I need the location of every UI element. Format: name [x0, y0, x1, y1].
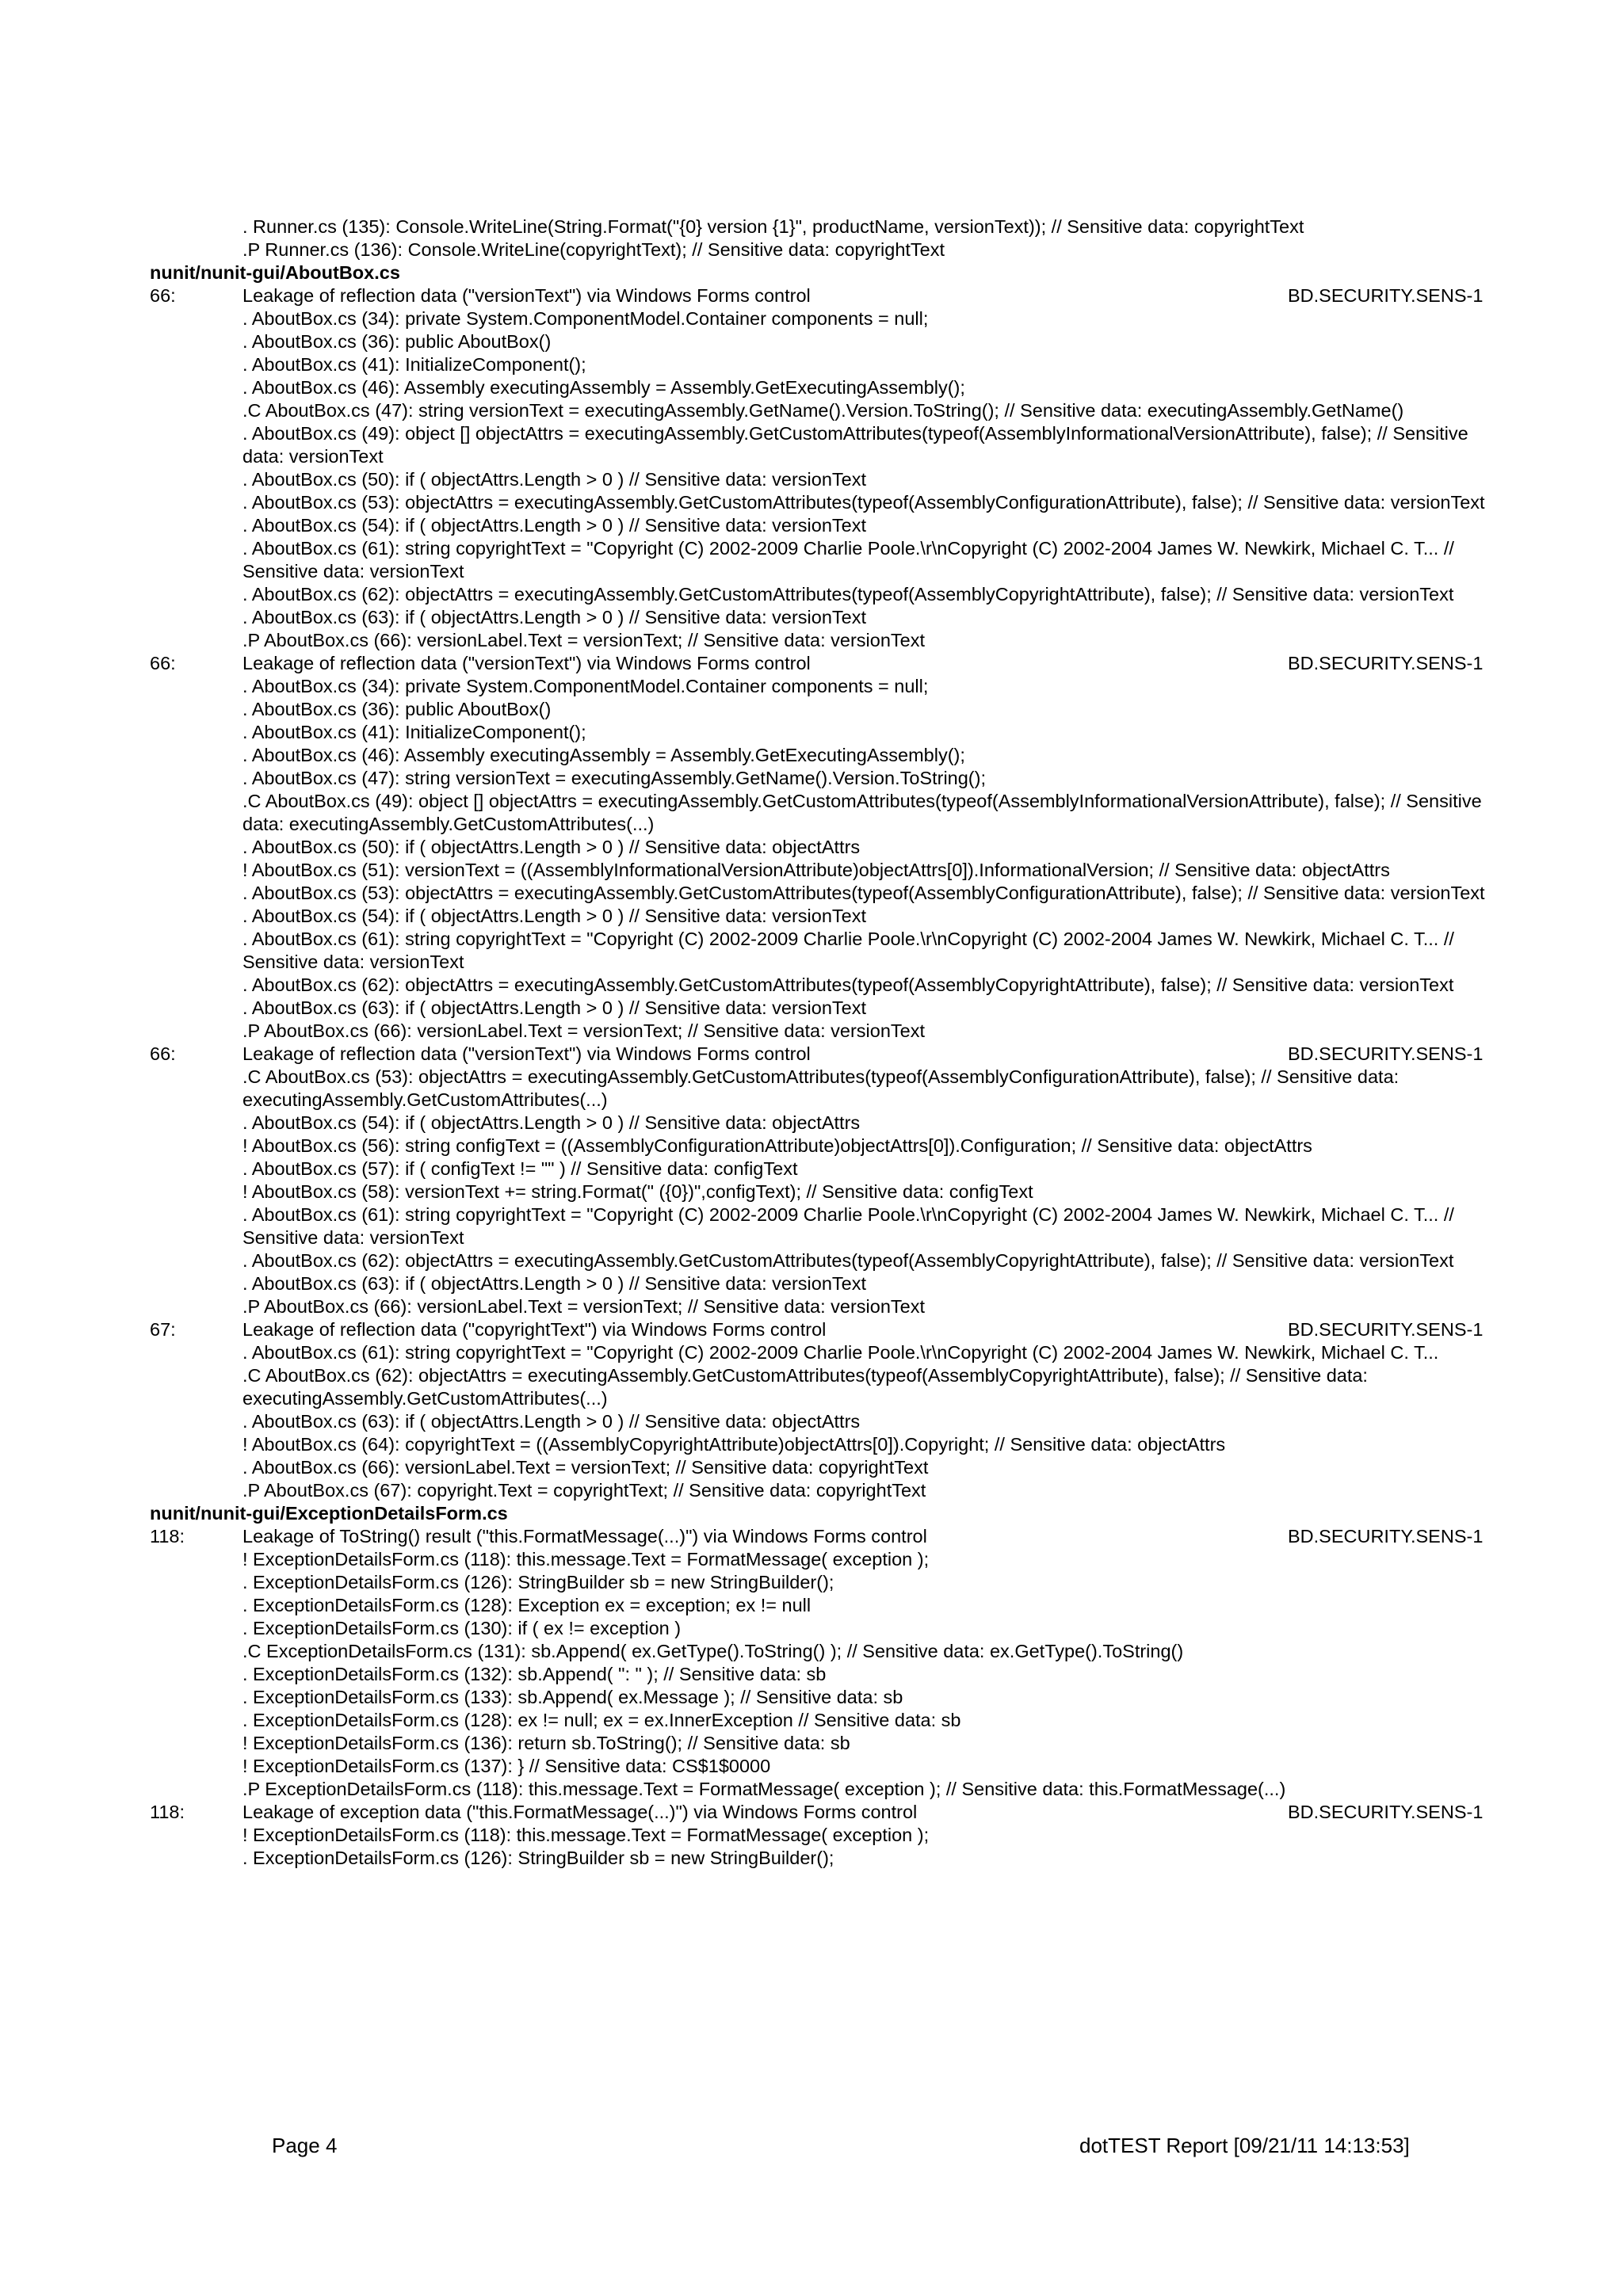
trace-line: .P AboutBox.cs (66): versionLabel.Text = versionText; // Sensitive data: versionText — [242, 1296, 926, 1317]
trace-line: . AboutBox.cs (66): versionLabel.Text = versionText; // Sensitive data: copyrightText — [242, 1457, 929, 1478]
trace-line: .P AboutBox.cs (67): copyright.Text = copyrightText; // Sensitive data: copyrightText — [242, 1480, 926, 1501]
violation-line-number: 67: — [150, 1319, 176, 1340]
trace-line: . AboutBox.cs (47): string versionText = executingAssembly.GetName().Version.ToString(); — [242, 768, 986, 788]
violation-message: Leakage of exception data ("this.FormatMessage(...)") via Windows Forms control — [242, 1802, 918, 1822]
violation-message: Leakage of ToString() result ("this.FormatMessage(...)") via Windows Forms control — [242, 1526, 927, 1547]
report-title-timestamp: dotTEST Report [09/21/11 14:13:53] — [1079, 2134, 1410, 2157]
trace-line: . AboutBox.cs (53): objectAttrs = executingAssembly.GetCustomAttributes(typeof(AssemblyConfigurationAttribute), false); // Sensitive data: versionText — [242, 883, 1485, 903]
page-number: Page 4 — [272, 2134, 338, 2157]
trace-line: . AboutBox.cs (62): objectAttrs = executingAssembly.GetCustomAttributes(typeof(AssemblyCopyrightAttribute), false); // Sensitive data: versionText — [242, 974, 1454, 995]
violation-line-number: 66: — [150, 1043, 176, 1064]
trace-line: . AboutBox.cs (34): private System.ComponentModel.Container components = null; — [242, 676, 929, 696]
trace-line: .P AboutBox.cs (66): versionLabel.Text = versionText; // Sensitive data: versionText — [242, 630, 926, 650]
trace-line: . AboutBox.cs (36): public AboutBox() — [242, 699, 552, 719]
trace-line: ! AboutBox.cs (64): copyrightText = ((AssemblyCopyrightAttribute)objectAttrs[0]).Copyright; // Sensitive data: objectAttrs — [242, 1434, 1226, 1455]
trace-line: . AboutBox.cs (36): public AboutBox() — [242, 331, 552, 352]
trace-line: ! AboutBox.cs (56): string configText = ((AssemblyConfigurationAttribute)objectAttrs[0]).Configuration; // Sensitive data: objectAttrs — [242, 1135, 1312, 1156]
rule-id: BD.SECURITY.SENS-1 — [1288, 1043, 1484, 1064]
trace-line: . ExceptionDetailsForm.cs (126): StringBuilder sb = new StringBuilder(); — [242, 1572, 834, 1592]
trace-line: . ExceptionDetailsForm.cs (130): if ( ex != exception ) — [242, 1618, 682, 1638]
violation-header — [0, 1043, 1623, 1066]
trace-line: . AboutBox.cs (62): objectAttrs = executingAssembly.GetCustomAttributes(typeof(AssemblyCopyrightAttribute), false); // Sensitive data: versionText — [242, 1250, 1454, 1271]
trace-line: . AboutBox.cs (62): objectAttrs = executingAssembly.GetCustomAttributes(typeof(AssemblyCopyrightAttribute), false); // Sensitive data: versionText — [242, 584, 1454, 605]
violation-message: Leakage of reflection data ("versionText") via Windows Forms control — [242, 285, 811, 306]
trace-line: . AboutBox.cs (63): if ( objectAttrs.Length > 0 ) // Sensitive data: versionText — [242, 997, 866, 1018]
trace-line: . AboutBox.cs (61): string copyrightText = "Copyright (C) 2002-2009 Charlie Poole.\r\nCopyright (C) 2002-2004 James W. Newkirk, Michael C. T... // Sensitive data: versionText — [242, 538, 1454, 582]
trace-line: .P AboutBox.cs (66): versionLabel.Text = versionText; // Sensitive data: versionText — [242, 1020, 926, 1041]
trace-line: . AboutBox.cs (34): private System.ComponentModel.Container components = null; — [242, 308, 929, 329]
violation-message: Leakage of reflection data ("copyrightText") via Windows Forms control — [242, 1319, 827, 1340]
trace-line: ! ExceptionDetailsForm.cs (136): return sb.ToString(); // Sensitive data: sb — [242, 1733, 850, 1753]
trace-line: .C AboutBox.cs (47): string versionText = executingAssembly.GetName().Version.ToString(); // Sensitive data: executingAssembly.GetName() — [242, 400, 1404, 421]
trace-line: . ExceptionDetailsForm.cs (132): sb.Append( ": " ); // Sensitive data: sb — [242, 1664, 827, 1684]
trace-line: .C AboutBox.cs (49): object [] objectAttrs = executingAssembly.GetCustomAttributes(typeof(AssemblyInformationalVersionAttribute), false); // Sensitive data: executingAssembly.GetCustomAttributes(...) — [242, 791, 1482, 834]
trace-line: .P ExceptionDetailsForm.cs (118): this.message.Text = FormatMessage( exception ); // Sensitive data: this.FormatMessage(...) — [242, 1779, 1286, 1799]
rule-id: BD.SECURITY.SENS-1 — [1288, 1802, 1484, 1822]
trace-line: ! ExceptionDetailsForm.cs (118): this.message.Text = FormatMessage( exception ); — [242, 1549, 930, 1569]
rule-id: BD.SECURITY.SENS-1 — [1288, 653, 1484, 673]
trace-line: .C ExceptionDetailsForm.cs (131): sb.Append( ex.GetType().ToString() ); // Sensitive data: ex.GetType().ToString() — [242, 1641, 1184, 1661]
trace-line: . AboutBox.cs (54): if ( objectAttrs.Length > 0 ) // Sensitive data: versionText — [242, 906, 866, 926]
rule-id: BD.SECURITY.SENS-1 — [1288, 285, 1484, 306]
trace-line: . ExceptionDetailsForm.cs (133): sb.Append( ex.Message ); // Sensitive data: sb — [242, 1687, 903, 1707]
trace-line: ! AboutBox.cs (58): versionText += string.Format(" ({0})",configText); // Sensitive data: configText — [242, 1181, 1033, 1202]
trace-line: .P Runner.cs (136): Console.WriteLine(copyrightText); // Sensitive data: copyrightText — [242, 239, 945, 260]
trace-line: . AboutBox.cs (63): if ( objectAttrs.Length > 0 ) // Sensitive data: versionText — [242, 1273, 866, 1294]
trace-line: ! ExceptionDetailsForm.cs (118): this.message.Text = FormatMessage( exception ); — [242, 1825, 930, 1845]
violation-line-number: 66: — [150, 653, 176, 673]
trace-line: . AboutBox.cs (41): InitializeComponent(); — [242, 354, 586, 375]
file-path-heading: nunit/nunit-gui/AboutBox.cs — [150, 262, 400, 283]
trace-line: .C AboutBox.cs (53): objectAttrs = executingAssembly.GetCustomAttributes(typeof(AssemblyConfigurationAttribute), false); // Sensitive data: executingAssembly.GetCustomAttributes(...) — [242, 1066, 1400, 1110]
trace-line: . AboutBox.cs (61): string copyrightText = "Copyright (C) 2002-2009 Charlie Poole.\r\nCopyright (C) 2002-2004 James W. Newkirk, Michael C. T... // Sensitive data: versionText — [242, 1204, 1454, 1248]
trace-line: . AboutBox.cs (49): object [] objectAttrs = executingAssembly.GetCustomAttributes(typeof(AssemblyInformationalVersionAttribute), false); // Sensitive data: versionText — [242, 423, 1468, 467]
trace-line: . ExceptionDetailsForm.cs (128): ex != null; ex = ex.InnerException // Sensitive data: sb — [242, 1710, 961, 1730]
trace-line: . AboutBox.cs (50): if ( objectAttrs.Length > 0 ) // Sensitive data: versionText — [242, 469, 866, 490]
trace-line: . AboutBox.cs (61): string copyrightText = "Copyright (C) 2002-2009 Charlie Poole.\r\nCopyright (C) 2002-2004 James W. Newkirk, Michael C. T... // Sensitive data: versionText — [242, 929, 1454, 972]
violation-message: Leakage of reflection data ("versionText") via Windows Forms control — [242, 1043, 811, 1064]
report-body — [0, 215, 1623, 1870]
trace-line: ! ExceptionDetailsForm.cs (137): } // Sensitive data: CS$1$0000 — [242, 1756, 771, 1776]
trace-line: . AboutBox.cs (63): if ( objectAttrs.Length > 0 ) // Sensitive data: objectAttrs — [242, 1411, 861, 1432]
violation-header — [0, 1318, 1623, 1341]
trace-line: . AboutBox.cs (54): if ( objectAttrs.Length > 0 ) // Sensitive data: objectAttrs — [242, 1112, 861, 1133]
violation-header — [0, 1525, 1623, 1548]
violation-line-number: 118: — [150, 1802, 185, 1822]
violation-line-number: 66: — [150, 285, 176, 306]
file-path-heading: nunit/nunit-gui/ExceptionDetailsForm.cs — [150, 1503, 508, 1524]
trace-line: . AboutBox.cs (46): Assembly executingAssembly = Assembly.GetExecutingAssembly(); — [242, 745, 965, 765]
rule-id: BD.SECURITY.SENS-1 — [1288, 1526, 1484, 1547]
violation-header — [0, 1801, 1623, 1824]
trace-line: . AboutBox.cs (46): Assembly executingAssembly = Assembly.GetExecutingAssembly(); — [242, 377, 965, 398]
trace-line: .C AboutBox.cs (62): objectAttrs = executingAssembly.GetCustomAttributes(typeof(AssemblyCopyrightAttribute), false); // Sensitive data: executingAssembly.GetCustomAttributes(...) — [242, 1365, 1368, 1409]
violation-line-number: 118: — [150, 1526, 185, 1547]
trace-line: . ExceptionDetailsForm.cs (126): StringBuilder sb = new StringBuilder(); — [242, 1848, 834, 1868]
trace-line: . AboutBox.cs (61): string copyrightText = "Copyright (C) 2002-2009 Charlie Poole.\r\nCopyright (C) 2002-2004 James W. Newkirk, Michael C. T... — [242, 1342, 1439, 1363]
trace-line: ! AboutBox.cs (51): versionText = ((AssemblyInformationalVersionAttribute)objectAttrs[0]).InformationalVersion; // Sensitive data: objectAttrs — [242, 860, 1390, 880]
trace-line: . AboutBox.cs (57): if ( configText != "" ) // Sensitive data: configText — [242, 1158, 798, 1179]
violation-message: Leakage of reflection data ("versionText") via Windows Forms control — [242, 653, 811, 673]
trace-line: . AboutBox.cs (50): if ( objectAttrs.Length > 0 ) // Sensitive data: objectAttrs — [242, 837, 861, 857]
rule-id: BD.SECURITY.SENS-1 — [1288, 1319, 1484, 1340]
trace-line: . Runner.cs (135): Console.WriteLine(String.Format("{0} version {1}", productName, versionText)); // Sensitive data: copyrightText — [242, 216, 1304, 237]
trace-line: . AboutBox.cs (63): if ( objectAttrs.Length > 0 ) // Sensitive data: versionText — [242, 607, 866, 627]
trace-line: . AboutBox.cs (41): InitializeComponent(); — [242, 722, 586, 742]
violation-header — [0, 652, 1623, 675]
trace-line: . AboutBox.cs (54): if ( objectAttrs.Length > 0 ) // Sensitive data: versionText — [242, 515, 866, 536]
trace-line: . AboutBox.cs (53): objectAttrs = executingAssembly.GetCustomAttributes(typeof(AssemblyConfigurationAttribute), false); // Sensitive data: versionText — [242, 492, 1485, 513]
violation-header — [0, 284, 1623, 307]
trace-line: . ExceptionDetailsForm.cs (128): Exception ex = exception; ex != null — [242, 1595, 812, 1615]
